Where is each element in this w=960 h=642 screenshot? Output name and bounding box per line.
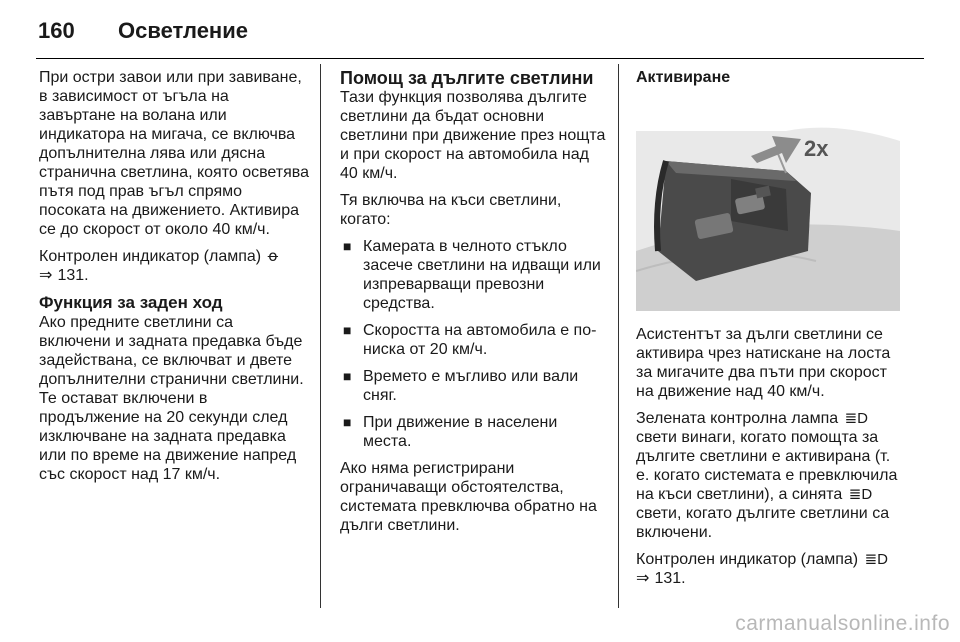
high-beam-blue-icon: ≣D (848, 486, 873, 503)
list-item: ■ Времето е мъгливо или вали сняг. (343, 368, 579, 404)
list-item: ■ При движение в населени места. (343, 414, 558, 450)
watermark: carmanualsonline.info (735, 612, 950, 635)
cross-reference-arrow-icon: ⇒ (39, 267, 53, 284)
indicator-lamp-paragraph: Зелената контролна лампа ≣D свети винаги, когато помощта за дългите светлини е активирана (т. е. когато системата е превключила на къси светлини), а синята ≣D свети, когато дългите светлини са включени. (636, 410, 898, 541)
column-middle (340, 68, 610, 543)
cross-reference-arrow-icon: ⇒ (636, 570, 650, 587)
low-beam-condition-paragraph: Тя включва на къси светлини, когато: (340, 192, 562, 228)
figure-label: 2x (804, 136, 829, 161)
bullet-icon: ■ (343, 322, 352, 338)
bullet-icon: ■ (343, 414, 352, 430)
activation-paragraph: Асистентът за дълги светлини се активира чрез натискане на лоста за мигачите два пъти при скорост на движение над 40 км/ч. (636, 326, 891, 400)
cornering-light-indicator-icon: ꝋ (267, 248, 279, 265)
bullet-icon: ■ (343, 238, 352, 254)
page-header (36, 14, 924, 59)
column-right (636, 68, 906, 596)
column-divider (618, 64, 619, 608)
section-heading-activation: Активиране (636, 69, 731, 86)
chapter-title: Осветление (118, 18, 248, 43)
list-item: ■ Скоростта на автомобила е по-ниска от 20 км/ч. (343, 322, 597, 358)
return-to-high-beam-paragraph: Ако няма регистрирани ограничаващи обстоятелства, системата превключва обратно на дълги светлини. (340, 460, 597, 534)
cross-reference-link[interactable]: 131. (654, 570, 686, 587)
turn-signal-lever-illustration (636, 101, 900, 311)
cross-reference-link[interactable]: 131. (57, 267, 89, 284)
high-beam-assist-green-icon: ≣D (844, 410, 868, 427)
section-heading-high-beam-assist: Помощ за дългите светлини (340, 68, 594, 88)
column-divider (320, 64, 321, 608)
bullet-icon: ■ (343, 368, 352, 384)
reverse-function-paragraph: Ако предните светлини са включени и задната предавка бъде задействана, се включват и двете допълнителни странични светлини. Те остават включени в продължение на 20 секунди след изключване на задната предавка или по време на движение напред със скорост над 17 км/ч. (39, 314, 304, 483)
high-beam-intro-paragraph: Тази функция позволява дългите светлини да бъдат основни светлини при движение през нощта и при скорост на автомобила над 40 км/ч. (340, 89, 606, 182)
cornering-light-paragraph: При остри завои или при завиване, в зависимост от ъгъла на завъртане на волана или индикатора на мигача, се включва допълнителна лява или дясна странична светлина, която осветява пътя под прав ъгъл спрямо посоката на движението. Активира се до скорост от около 40 км/ч. (39, 69, 310, 238)
column-left (39, 68, 309, 492)
list-item: ■ Камерата в челното стъкло засече светлини на идващи или изпреварващи превозни средства. (343, 238, 601, 312)
indicator-reference (39, 247, 309, 285)
section-heading-reverse-function: Функция за заден ход (39, 293, 223, 312)
indicator-label: Контролен индикатор (лампа) (636, 551, 859, 568)
page-number: 160 (38, 18, 75, 43)
conditions-list (340, 237, 610, 451)
indicator-label: Контролен индикатор (лампа) (39, 248, 262, 265)
indicator-reference (636, 550, 906, 588)
high-beam-indicator-icon: ≣D (864, 551, 888, 568)
